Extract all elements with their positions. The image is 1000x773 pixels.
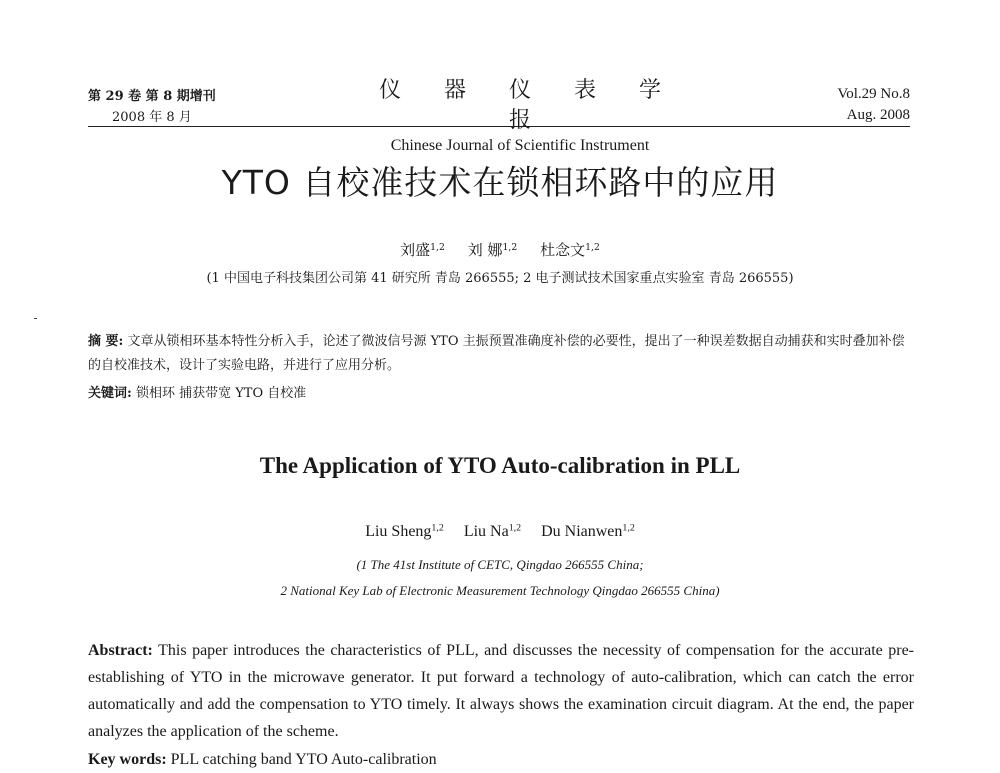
author-list-en (0, 522, 1000, 542)
author-affil-mark: 1,2 (622, 522, 635, 534)
author-affil-mark: 1,2 (431, 522, 444, 534)
author-affil-mark: 1,2 (585, 241, 600, 253)
author-affil-mark: 1,2 (502, 241, 518, 253)
abstract-label-en: Abstract: (88, 642, 153, 659)
paper-title-cn: YTO 自校准技术在锁相环路中的应用 (221, 163, 779, 202)
keywords-text-cn: 锁相环 捕获带宽 YTO 自校准 (135, 386, 307, 401)
author-cn: 刘 娜 (467, 241, 503, 259)
abstract-cn (88, 330, 912, 378)
author-en: Du Nianwen (541, 523, 623, 540)
vol-en: Vol.29 No.8 (837, 86, 910, 102)
abstract-en (88, 637, 914, 745)
author-affil-mark: 1,2 (508, 522, 522, 534)
date-cn: 2008 年 8 月 (112, 110, 192, 125)
header-volume-info (88, 86, 216, 128)
volume-issue: 第 29 卷 第 8 期增刊 (88, 89, 216, 104)
scan-speck (34, 318, 37, 319)
keywords-text-en: PLL catching band YTO Auto-calibration (170, 751, 437, 768)
header-rule (88, 126, 910, 127)
author-cn: 刘盛 (400, 241, 431, 259)
author-cn: 杜念文 (540, 241, 586, 259)
author-list-cn (0, 240, 1000, 260)
abstract-text-cn: 文章从锁相环基本特性分析入手，论述了微波信号源 YTO 主振预置准确度补偿的必要性，提出了一种误差数据自动捕获和实时叠加补偿的自校准技术，设计了实验电路，并进行了应用分析。 (88, 334, 905, 373)
affiliation-cn: (1 中国电子科技集团公司第 41 研究所 青岛 266555; 2 电子测试技术国家重点实验室 青岛 266555) (206, 271, 794, 286)
affiliation-en (0, 552, 1000, 604)
author-affil-mark: 1,2 (430, 241, 445, 253)
keywords-label-cn: 关键词: (88, 386, 132, 401)
header-volume-en (837, 84, 910, 126)
author-en: Liu Sheng (365, 523, 432, 540)
author-en: Liu Na (463, 523, 509, 540)
abstract-label-cn: 摘 要: (88, 334, 124, 349)
affiliation-en-line-1: (1 The 41st Institute of CETC, Qingdao 266555 China; (356, 557, 644, 572)
journal-name-cn: 仪 器 仪 表 学 报 (379, 78, 679, 133)
keywords-cn (88, 384, 912, 404)
date-en: Aug. 2008 (846, 107, 910, 123)
abstract-text-en: This paper introduces the characteristics of PLL, and discusses the necessity of compensation for the accurate pre-establishing of YTO in the microwave generator. It put forward a technology of auto-calibration, which can catch the error automatically and add the compensation to YTO timely. It always shows the examination circuit diagram. At the end, the paper analyzes the application of the scheme. (88, 642, 915, 740)
journal-name (350, 76, 690, 156)
paper-title-en: The Application of YTO Auto-calibration in PLL (259, 453, 741, 478)
affiliation-en-line-2: 2 National Key Lab of Electronic Measurement Technology Qingdao 266555 China) (280, 583, 720, 598)
journal-name-en: Chinese Journal of Scientific Instrument (390, 137, 650, 154)
keywords-label-en: Key words: (88, 751, 167, 768)
